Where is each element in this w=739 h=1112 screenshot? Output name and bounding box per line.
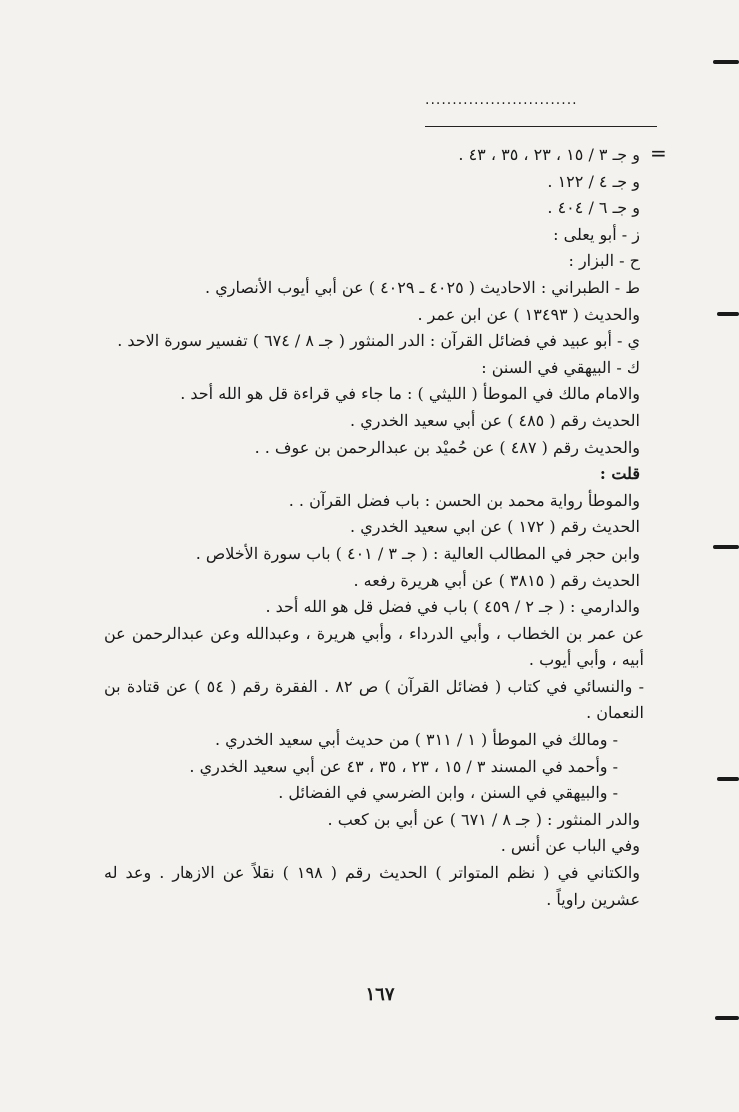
edge-mark [717,777,739,781]
text-line: و جـ ٣ / ١٥ ، ٢٣ ، ٣٥ ، ٤٣ . [458,145,640,164]
text-line: والحديث ( ١٣٤٩٣ ) عن ابن عمر . [417,304,640,324]
text-line: ط - الطبراني : الاحاديث ( ٤٠٢٥ ـ ٤٠٢٩ ) عن أبي أيوب الأنصاري . [205,277,640,297]
continuation-mark: = [650,141,667,165]
text-line: ز - أبو يعلى : [553,224,640,244]
text-line: وفي الباب عن أنس . [500,836,640,856]
text-line: و جـ ٤ / ١٢٢ . [547,171,640,191]
text-line: والكتاني في ( نظم المتواتر ) الحديث رقم ( ١٩٨ ) نقلاً عن الازهار . وعد له عشرين راوياً . [104,863,640,909]
text-line: والدر المنثور : ( جـ ٨ / ٦٧١ ) عن أبي بن كعب . [327,809,640,829]
text-line: وابن حجر في المطالب العالية : ( جـ ٣ / ٤٠١ ) باب سورة الأخلاص . [195,543,640,563]
page-number: ١٦٧ [365,984,395,1005]
text-line: ك - البيهقي في السنن : [481,357,640,377]
edge-mark [713,545,739,549]
text-line: قلت : [599,464,640,484]
text-line: ح - البزار : [568,251,640,271]
text-line: والامام مالك في الموطأ ( الليثي ) : ما جاء في قراءة قل هو الله أحد . [180,384,640,404]
text-line: الحديث رقم ( ٤٨٥ ) عن أبي سعيد الخدري . [350,410,640,430]
text-line: والموطأ رواية محمد بن الحسن : باب فضل القرآن . . [288,490,640,510]
text-line: - ومالك في الموطأ ( ١ / ٣١١ ) من حديث أبي سعيد الخدري . [215,730,618,750]
text-line: عن عمر بن الخطاب ، وأبي الدرداء ، وأبي هريرة ، وعبدالله وعن عبدالرحمن عن أبيه ، وأبي أيوب . [104,623,644,670]
text-line: - وأحمد في المسند ٣ / ١٥ ، ٢٣ ، ٣٥ ، ٤٣ عن أبي سعيد الخدري . [189,756,618,776]
text-line: والدارمي : ( جـ ٢ / ٤٥٩ ) باب في فضل قل هو الله أحد . [265,597,640,617]
page-body-text [104,142,644,913]
edge-mark [717,312,739,316]
text-line: ي - أبو عبيد في فضائل القرآن : الدر المنثور ( جـ ٨ / ٦٧٤ ) تفسير سورة الاحد . [117,331,640,351]
text-line: الحديث رقم ( ٣٨١٥ ) عن أبي هريرة رفعه . [353,570,640,590]
text-line: والحديث رقم ( ٤٨٧ ) عن حُميْد بن عبدالرحمن بن عوف . . [254,437,640,457]
edge-mark [713,60,739,64]
text-line: - والبيهقي في السنن ، وابن الضرسي في الفضائل . [278,783,618,803]
header-dotted-leader: ............................ [425,92,578,108]
edge-mark [715,1016,739,1020]
header-rule [425,126,657,127]
text-line: الحديث رقم ( ١٧٢ ) عن ابي سعيد الخدري . [350,517,640,537]
text-line: و جـ ٦ / ٤٠٤ . [547,198,640,218]
text-line: - والنسائي في كتاب ( فضائل القرآن ) ص ٨٢ . الفقرة رقم ( ٥٤ ) عن قتادة بن النعمان . [104,676,644,723]
